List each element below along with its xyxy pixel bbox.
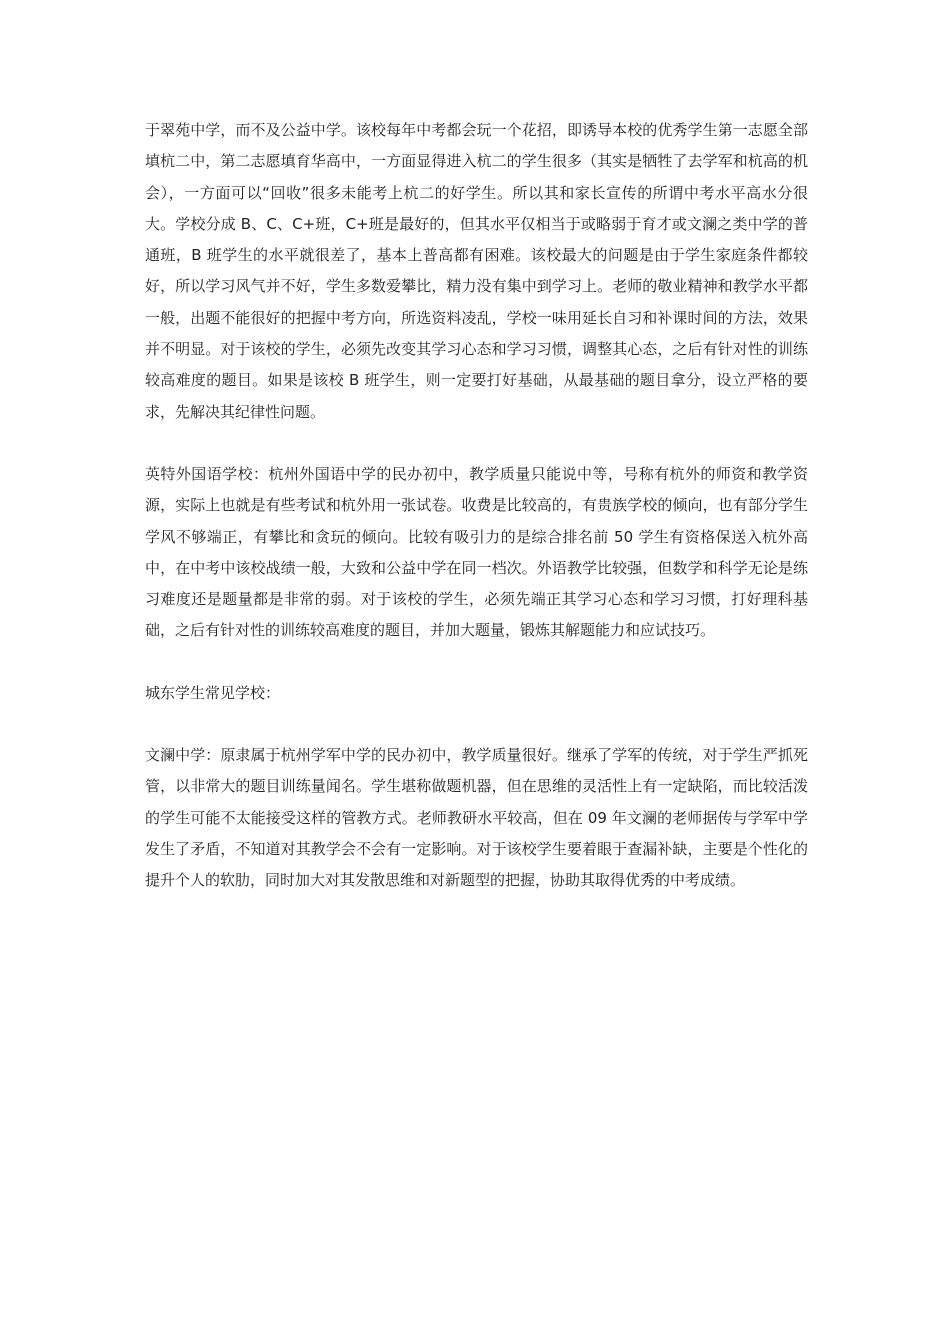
section-heading-chengdong: 城东学生常见学校： xyxy=(145,683,281,702)
paragraph-yingte-school: 英特外国语学校：杭州外国语中学的民办初中，教学质量只能说中等，号称有杭外的师资和教学资源，实际上也就是有些考试和杭外用一张试卷。收费是比较高的，有贵族学校的倾向，也有部分学生学风不够端正，有攀比和贪玩的倾向。比较有吸引力的是综合排名前 50 学生有资格保送入杭外高中，在中考中该校战绩一般，大致和公益中学在同一档次。外语教学比较强，但数学和科学无论是练习难度还是题量都是非常的弱。对于该校的学生，必须先端正其学习心态和学习习惯，打好理科基础，之后有针对性的训练较高难度的题目，并加大题量，锻炼其解题能力和应试技巧。 xyxy=(145,464,808,640)
document-body xyxy=(145,115,808,897)
paragraph-cuiyuan-continued: 于翠苑中学，而不及公益中学。该校每年中考都会玩一个花招，即诱导本校的优秀学生第一志愿全部填杭二中，第二志愿填育华高中，一方面显得进入杭二的学生很多（其实是牺牲了去学军和杭高的机会），一方面可以“回收”很多未能考上杭二的好学生。所以其和家长宣传的所谓中考水平高水分很大。学校分成 B、C、C+班，C+班是最好的，但其水平仅相当于或略弱于育才或文澜之类中学的普通班，B 班学生的水平就很差了，基本上普高都有困难。该校最大的问题是由于学生家庭条件都较好，所以学习风气并不好，学生多数爱攀比，精力没有集中到学习上。老师的敬业精神和教学水平都一般，出题不能很好的把握中考方向，所选资料凌乱，学校一味用延长自习和补课时间的方法，效果并不明显。对于该校的学生，必须先改变其学习心态和学习习惯，调整其心态，之后有针对性的训练较高难度的题目。如果是该校 B 班学生，则一定要打好基础，从最基础的题目拿分，设立严格的要求，先解决其纪律性问题。 xyxy=(145,121,808,421)
paragraph-wenlan-school: 文澜中学：原隶属于杭州学军中学的民办初中，教学质量很好。继承了学军的传统，对于学生严抓死管，以非常大的题目训练量闻名。学生堪称做题机器，但在思维的灵活性上有一定缺陷，而比较活泼的学生可能不太能接受这样的管教方式。老师教研水平较高，但在 09 年文澜的老师据传与学军中学发生了矛盾，不知道对其教学会不会有一定影响。对于该校学生要着眼于查漏补缺，主要是个性化的提升个人的软肋，同时加大对其发散思维和对新题型的把握，协助其取得优秀的中考成绩。 xyxy=(145,746,808,890)
